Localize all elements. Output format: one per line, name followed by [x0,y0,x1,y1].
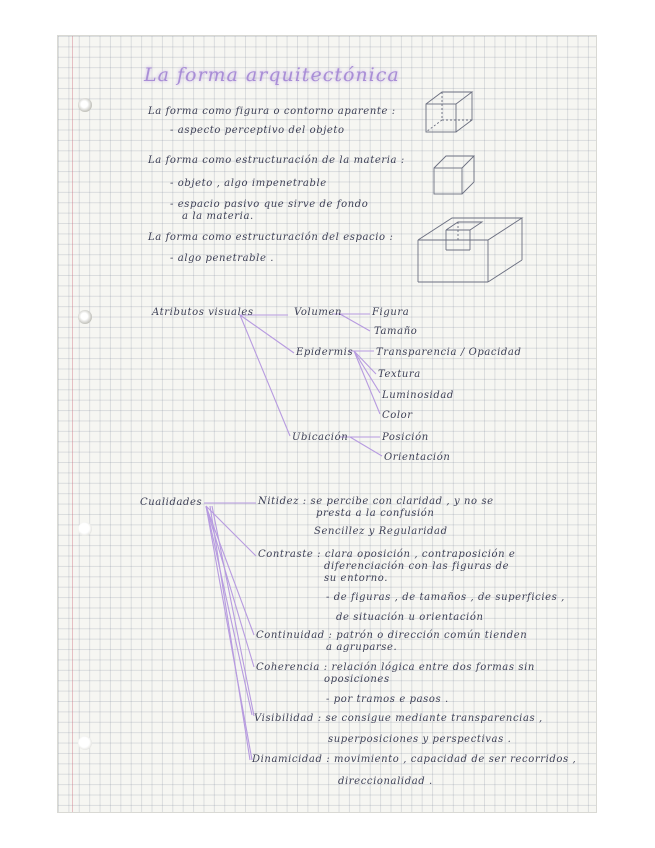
text-forma-materia: La forma como estructuración de la materia : [148,155,405,166]
text-forma-espacio: La forma como estructuración del espacio : [148,232,394,243]
atributos-visuales-root: Atributos visuales [152,307,254,318]
text-objeto-impenetrable: - objeto , algo impenetrable [170,178,327,189]
leaf-orientacion: Orientación [384,452,451,463]
node-epidermis: Epidermis [296,347,354,358]
cualidad-contraste-sub2: de situación u orientación [336,612,484,623]
page-title: La forma arquitectónica [144,64,400,86]
node-volumen: Volumen [294,307,343,318]
cualidad-continuidad: Continuidad : patrón o dirección común tienden [256,630,528,641]
cualidad-nitidez: Nitidez : se percibe con claridad , y no se [258,496,494,507]
leaf-figura: Figura [372,307,410,318]
cualidad-dinamicidad: Dinamicidad : movimiento , capacidad de ser recorridos , [252,754,577,765]
cualidad-nitidez-cont: presta a la confusión [316,508,435,519]
leaf-tamano: Tamaño [374,326,418,337]
notebook-page [58,36,596,812]
cualidad-dinamicidad-cont: direccionalidad . [338,776,433,787]
cualidad-contraste: Contraste : clara oposición , contraposición e [258,549,516,560]
leaf-luminosidad: Luminosidad [382,390,454,401]
cualidad-visibilidad: Visibilidad : se consigue mediante transparencias , [254,713,543,724]
cualidad-coherencia-cont: oposiciones [324,674,390,685]
text-a-la-materia: a la materia. [182,211,254,222]
cualidad-continuidad-cont: a agruparse. [326,642,398,653]
cualidad-sencillez: Sencillez y Regularidad [314,526,448,537]
text-forma-figura: La forma como figura o contorno aparente : [148,106,396,117]
cualidad-contraste-cont2: su entorno. [324,573,388,584]
cualidad-visibilidad-cont: superposiciones y perspectivas . [328,734,512,745]
cualidad-coherencia: Coherencia : relación lógica entre dos formas sin [256,662,535,673]
leaf-color: Color [382,410,413,421]
cualidad-contraste-sub1: - de figuras , de tamaños , de superficies , [326,592,565,603]
leaf-transparencia: Transparencia / Opacidad [376,347,522,358]
cualidad-coherencia-sub: - por tramos e pasos . [326,694,449,705]
leaf-textura: Textura [378,369,421,380]
cualidad-contraste-cont1: diferenciación con las figuras de [324,561,510,572]
text-algo-penetrable: - algo penetrable . [170,253,275,264]
text-aspecto-perceptivo: - aspecto perceptivo del objeto [170,125,345,136]
node-ubicacion: Ubicación [292,432,349,443]
leaf-posicion: Posición [382,432,429,443]
cualidades-root: Cualidades [140,497,203,508]
text-espacio-pasivo: - espacio pasivo que sirve de fondo [170,199,369,210]
